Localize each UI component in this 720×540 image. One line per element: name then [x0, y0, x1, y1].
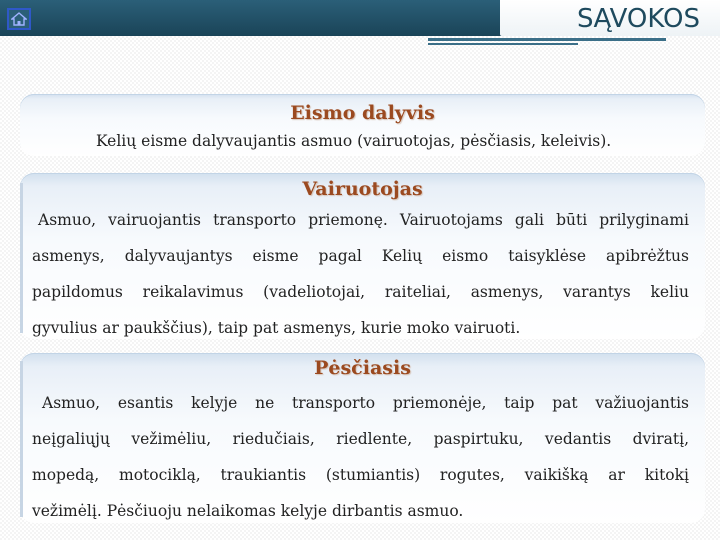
section-vairuotojas	[20, 173, 705, 339]
text-line: Asmuo, esantis kelyje ne transporto priemonėje, taip pat važiuojantis	[42, 394, 689, 412]
text-line: neįgaliųjų vežimėliu, riedučiais, riedlente, paspirtuku, vedantis dviratį,	[32, 430, 689, 448]
section-text	[32, 202, 689, 346]
section-text	[32, 385, 689, 529]
text-line: mopedą, motociklą, traukiantis (stumiantis) rogutes, vaikišką ar kitokį	[32, 466, 689, 484]
text-line: asmenys, dalyvaujantys eisme pagal Kelių eismo taisyklėse apibrėžtus	[32, 247, 689, 265]
title-underline	[428, 38, 666, 41]
text-line: papildomus reikalavimus (vadeliotojai, raiteliai, asmenys, varantys keliu	[32, 283, 689, 301]
section-eismo-dalyvis	[20, 94, 705, 156]
text-line: Asmuo, vairuojantis transporto priemonę. Vairuotojams gali būti prilyginami	[38, 211, 689, 229]
text-line: Kelių eisme dalyvaujantis asmuo (vairuotojas, pėsčiasis, keleivis).	[96, 132, 612, 150]
section-heading: Pėsčiasis	[314, 357, 411, 379]
panel-accent	[20, 361, 23, 517]
home-icon	[11, 12, 27, 26]
title-underline-short	[428, 43, 578, 45]
section-heading: Eismo dalyvis	[290, 102, 435, 124]
section-text	[96, 128, 693, 154]
text-line: gyvulius ar paukščius), taip pat asmenys, kurie moko vairuoti.	[32, 319, 521, 337]
text-line: vežimėlį. Pėsčiuoju nelaikomas kelyje dirbantis asmuo.	[32, 502, 464, 520]
section-pesciasis	[20, 353, 705, 523]
home-button[interactable]	[7, 8, 31, 30]
page-title: SĄVOKOS	[576, 4, 700, 34]
panel-accent	[20, 183, 23, 333]
section-heading: Vairuotojas	[302, 178, 423, 200]
